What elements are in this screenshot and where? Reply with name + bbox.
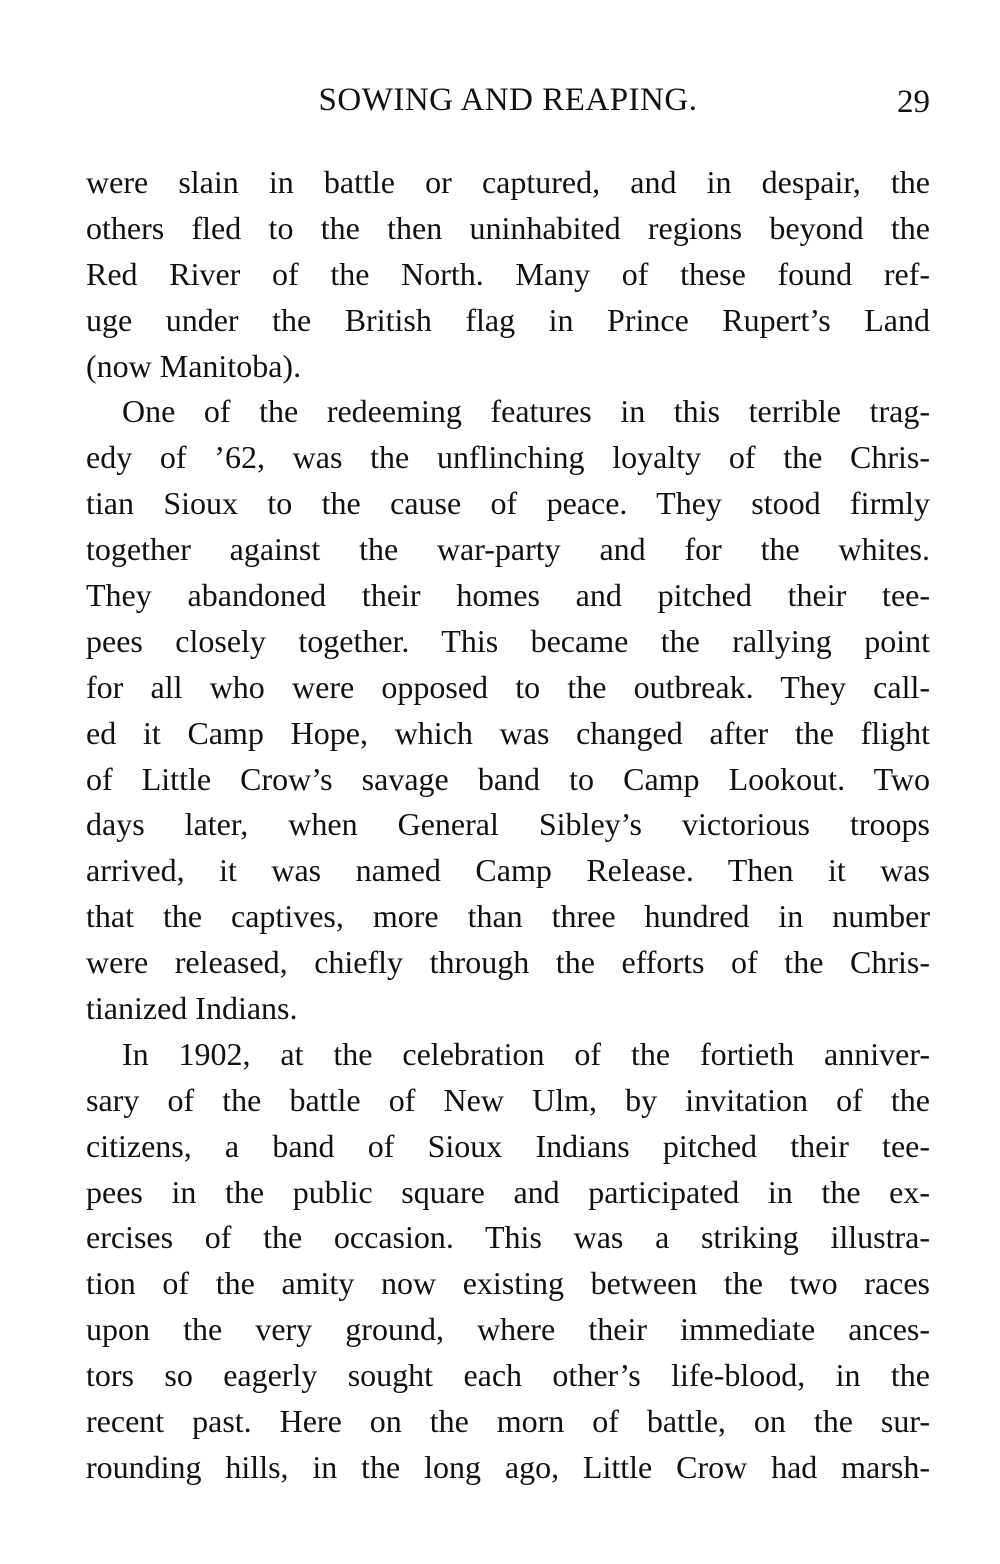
text-line: upon the very ground, where their immediate ances- (86, 1311, 930, 1348)
page-number: 29 (897, 84, 930, 120)
text-line: days later, when General Sibley’s victorious troops (86, 806, 930, 843)
text-line: pees in the public square and participated in the ex- (86, 1173, 930, 1210)
text-line: were slain in battle or captured, and in despair, the (86, 164, 930, 200)
text-line: sary of the battle of New Ulm, by invitation of the (86, 1081, 930, 1118)
text-line: together against the war-party and for the whites. (86, 531, 930, 568)
text-line: uge under the British flag in Prince Rupert’s Land (86, 301, 930, 338)
text-line: rounding hills, in the long ago, Little Crow had marsh- (86, 1448, 930, 1485)
paragraph (86, 160, 930, 389)
text-line: (now Manitoba). (86, 347, 302, 384)
text-line: In 1902, at the celebration of the fortieth anniver- (122, 1035, 930, 1072)
paragraph (86, 389, 930, 1031)
text-line: pees closely together. This became the rallying point (86, 622, 930, 659)
running-title: SOWING AND REAPING. (318, 82, 698, 118)
body-text (86, 160, 930, 1491)
text-line: ercises of the occasion. This was a striking illustra- (86, 1219, 930, 1256)
text-line: for all who were opposed to the outbreak. They call- (86, 668, 930, 705)
text-line: One of the redeeming features in this terrible trag- (122, 393, 930, 430)
text-line: ed it Camp Hope, which was changed after the flight (86, 714, 930, 751)
paragraph (86, 1032, 930, 1491)
text-line: others fled to the then uninhabited regions beyond the (86, 209, 930, 246)
text-line: tors so eagerly sought each other’s life-blood, in the (86, 1357, 930, 1394)
text-line: recent past. Here on the morn of battle, on the sur- (86, 1403, 930, 1440)
text-line: edy of ’62, was the unflinching loyalty of the Chris- (86, 439, 930, 476)
text-line: citizens, a band of Sioux Indians pitched their tee- (86, 1127, 930, 1164)
text-line: They abandoned their homes and pitched their tee- (86, 577, 930, 614)
text-line: arrived, it was named Camp Release. Then it was (86, 852, 930, 889)
text-line: Red River of the North. Many of these found ref- (86, 255, 930, 292)
text-line: tion of the amity now existing between the two races (86, 1265, 930, 1302)
running-head (86, 82, 930, 132)
text-line: tianized Indians. (86, 990, 298, 1027)
text-line: that the captives, more than three hundred in number (86, 898, 930, 935)
text-line: of Little Crow’s savage band to Camp Lookout. Two (86, 760, 930, 797)
text-line: tian Sioux to the cause of peace. They stood firmly (86, 485, 930, 522)
text-line: were released, chiefly through the efforts of the Chris- (86, 944, 930, 981)
